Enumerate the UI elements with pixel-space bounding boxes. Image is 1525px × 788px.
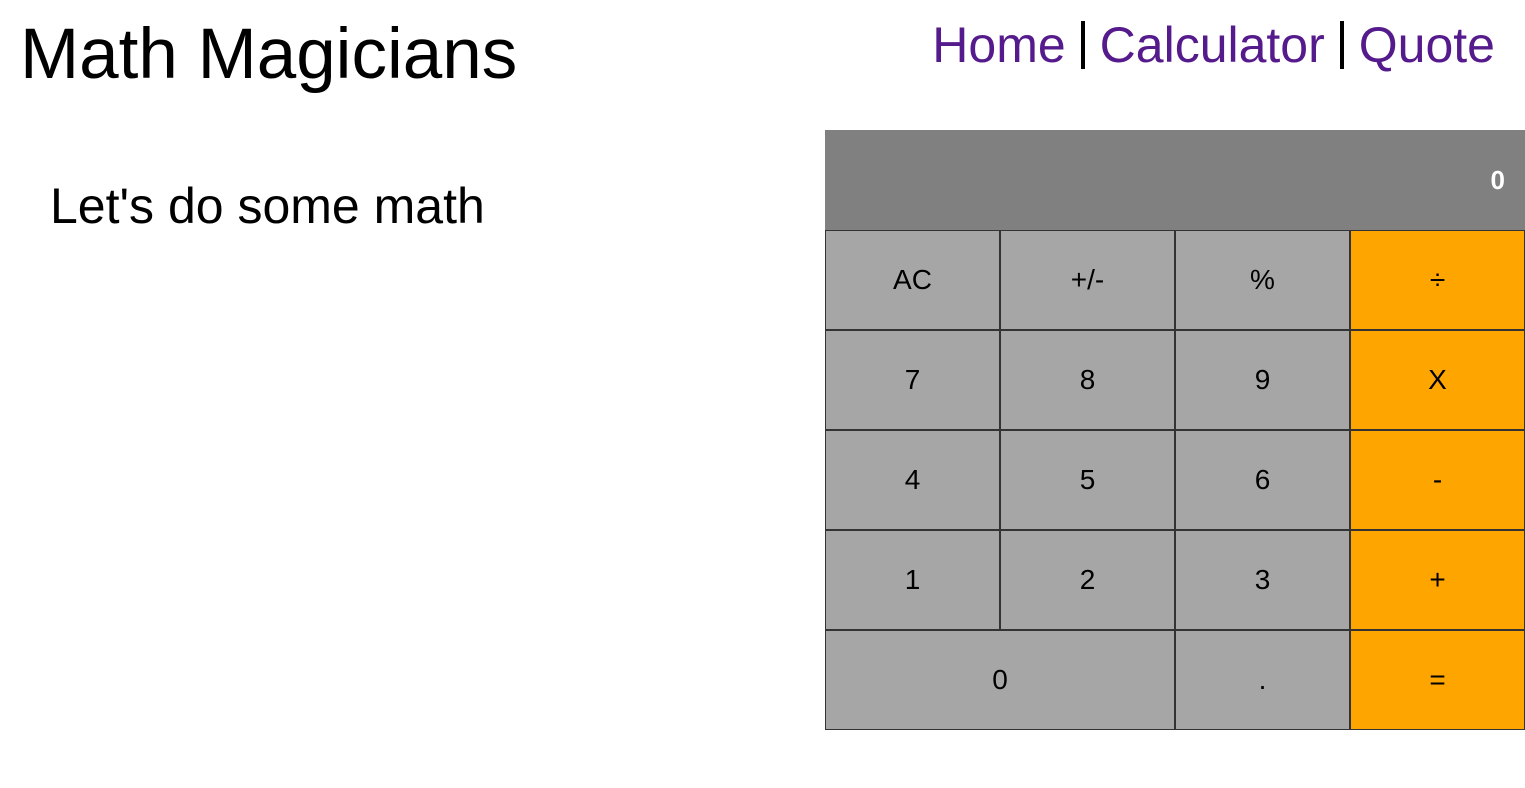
key-7[interactable]: 7 bbox=[825, 330, 1000, 430]
key-5[interactable]: 5 bbox=[1000, 430, 1175, 530]
key-all-clear[interactable]: AC bbox=[825, 230, 1000, 330]
calculator-display: 0 bbox=[825, 130, 1525, 230]
nav-link-quote[interactable]: Quote bbox=[1358, 17, 1495, 73]
intro-heading: Let's do some math bbox=[50, 178, 485, 234]
key-percent[interactable]: % bbox=[1175, 230, 1350, 330]
key-decimal[interactable]: . bbox=[1175, 630, 1350, 730]
key-toggle-sign[interactable]: +/- bbox=[1000, 230, 1175, 330]
nav-divider bbox=[1081, 21, 1085, 69]
nav-link-home[interactable]: Home bbox=[932, 17, 1066, 73]
key-divide[interactable]: ÷ bbox=[1350, 230, 1525, 330]
brand-title: Math Magicians bbox=[20, 15, 518, 94]
key-equals[interactable]: = bbox=[1350, 630, 1525, 730]
key-9[interactable]: 9 bbox=[1175, 330, 1350, 430]
nav-link-calculator[interactable]: Calculator bbox=[1099, 17, 1325, 73]
key-2[interactable]: 2 bbox=[1000, 530, 1175, 630]
key-subtract[interactable]: - bbox=[1350, 430, 1525, 530]
key-multiply[interactable]: X bbox=[1350, 330, 1525, 430]
nav-divider bbox=[1340, 21, 1344, 69]
calculator bbox=[825, 130, 1525, 730]
key-0[interactable]: 0 bbox=[825, 630, 1175, 730]
key-1[interactable]: 1 bbox=[825, 530, 1000, 630]
key-6[interactable]: 6 bbox=[1175, 430, 1350, 530]
key-4[interactable]: 4 bbox=[825, 430, 1000, 530]
key-3[interactable]: 3 bbox=[1175, 530, 1350, 630]
key-add[interactable]: + bbox=[1350, 530, 1525, 630]
main-nav bbox=[932, 14, 1495, 76]
key-8[interactable]: 8 bbox=[1000, 330, 1175, 430]
